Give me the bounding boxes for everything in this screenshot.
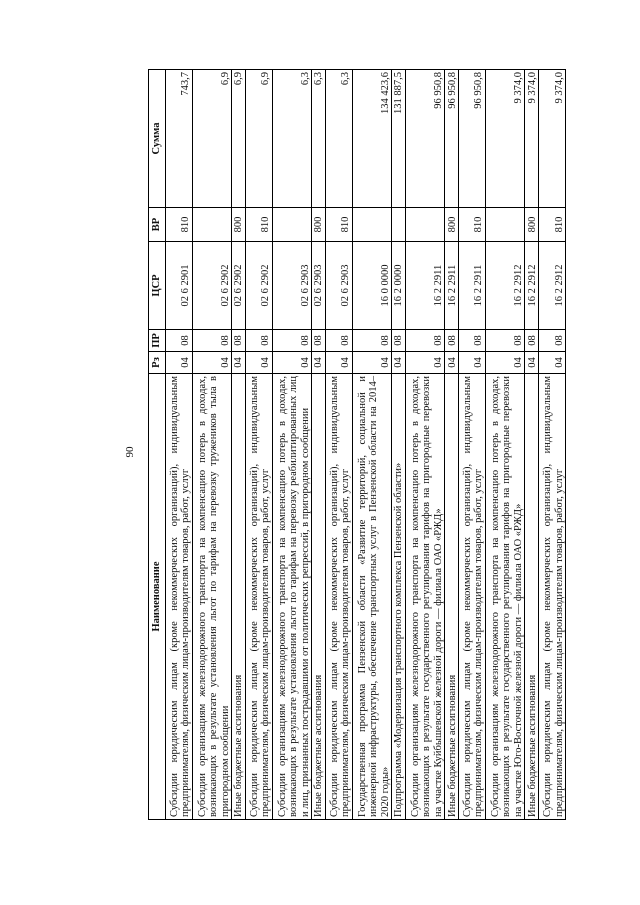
cell-vr: 810: [459, 208, 486, 242]
cell-rz: 04: [485, 352, 524, 374]
cell-rz: 04: [392, 352, 406, 374]
cell-vr: [405, 208, 444, 242]
cell-pr: 08: [445, 330, 459, 352]
table-row: [245, 70, 272, 820]
cell-rz: 04: [405, 352, 444, 374]
table-row: [459, 70, 486, 820]
cell-sum: 6,9: [245, 70, 272, 208]
cell-csr: 02 6 2903: [272, 242, 311, 330]
cell-name: Субсидии организациям железнодорожного транспорта на компенсацию потерь в доходах, возникающих в результате государственного регулирования тарифов на пригородные перевозки на участке Куйбышевской железной дороги — филиала ОАО «РЖД»: [405, 374, 444, 820]
cell-vr: 810: [539, 208, 566, 242]
cell-name: Иные бюджетные ассигнования: [445, 374, 459, 820]
cell-sum: 96 950,8: [459, 70, 486, 208]
cell-pr: 08: [405, 330, 444, 352]
header-sum: Сумма: [149, 70, 166, 208]
cell-sum: 134 423,6: [352, 70, 391, 208]
cell-csr: 02 6 2903: [312, 242, 326, 330]
cell-name: Подпрограмма «Модернизация транспортного комплекса Пензенской области»: [392, 374, 406, 820]
cell-vr: 800: [525, 208, 539, 242]
cell-name: Субсидии юридическим лицам (кроме некоммерческих организаций), индивидуальным предпринимателям, физическим лицам-производителям товаров, работ, услуг: [539, 374, 566, 820]
cell-pr: 08: [539, 330, 566, 352]
cell-name: Иные бюджетные ассигнования: [525, 374, 539, 820]
cell-vr: 810: [325, 208, 352, 242]
cell-pr: 08: [325, 330, 352, 352]
cell-vr: [392, 208, 406, 242]
cell-pr: 08: [352, 330, 391, 352]
table-row: [525, 70, 539, 820]
cell-vr: [352, 208, 391, 242]
cell-sum: 9 374,0: [485, 70, 524, 208]
cell-name: Субсидии юридическим лицам (кроме некоммерческих организаций), индивидуальным предпринимателям, физическим лицам-производителям товаров, работ, услуг: [166, 374, 193, 820]
cell-sum: 96 950,8: [445, 70, 459, 208]
table-row: [405, 70, 444, 820]
cell-name: Иные бюджетные ассигнования: [312, 374, 326, 820]
cell-name: Субсидии юридическим лицам (кроме некоммерческих организаций), индивидуальным предпринимателям, физическим лицам-производителям товаров, работ, услуг: [459, 374, 486, 820]
table-row: [312, 70, 326, 820]
cell-pr: 08: [232, 330, 246, 352]
cell-csr: 16 2 2912: [485, 242, 524, 330]
cell-pr: 08: [192, 330, 231, 352]
budget-table: [148, 69, 566, 820]
cell-vr: [192, 208, 231, 242]
table-row: [192, 70, 231, 820]
cell-name: Субсидии организациям железнодорожного транспорта на компенсацию потерь в доходах, возникающих в результате установления льгот по тарифам на перевозку тружеников тыла в пригородном сообщении: [192, 374, 231, 820]
header-pr: ПР: [149, 330, 166, 352]
table-header-row: [149, 70, 166, 820]
cell-rz: 04: [525, 352, 539, 374]
cell-csr: 16 2 2911: [445, 242, 459, 330]
cell-csr: 16 2 2911: [459, 242, 486, 330]
cell-vr: 810: [166, 208, 193, 242]
cell-vr: 810: [245, 208, 272, 242]
table-row: [166, 70, 193, 820]
cell-sum: 96 950,8: [405, 70, 444, 208]
table-row: [352, 70, 391, 820]
cell-sum: 743,7: [166, 70, 193, 208]
cell-sum: 131 887,5: [392, 70, 406, 208]
cell-rz: 04: [272, 352, 311, 374]
cell-vr: 800: [445, 208, 459, 242]
cell-csr: 02 6 2901: [166, 242, 193, 330]
table-row: [232, 70, 246, 820]
table-row: [272, 70, 311, 820]
table-row: [485, 70, 524, 820]
cell-name: Субсидии юридическим лицам (кроме некоммерческих организаций), индивидуальным предпринимателям, физическим лицам-производителям товаров, работ, услуг: [245, 374, 272, 820]
cell-sum: 6,9: [232, 70, 246, 208]
cell-rz: 04: [539, 352, 566, 374]
header-csr: ЦСР: [149, 242, 166, 330]
cell-csr: 16 2 2912: [539, 242, 566, 330]
header-vr: ВР: [149, 208, 166, 242]
table-row: [392, 70, 406, 820]
cell-sum: 6,3: [272, 70, 311, 208]
cell-sum: 9 374,0: [525, 70, 539, 208]
rotated-table-container: [148, 70, 566, 820]
cell-name: Субсидии организациям железнодорожного транспорта на компенсацию потерь в доходах, возникающих в результате установления льгот по тарифам на перевозку реабилитированных лиц и лиц, признанных пострадавшими от политических репрессий, в пригородном сообщении: [272, 374, 311, 820]
cell-pr: 08: [245, 330, 272, 352]
cell-pr: 08: [166, 330, 193, 352]
cell-rz: 04: [245, 352, 272, 374]
cell-sum: 6,3: [312, 70, 326, 208]
cell-pr: 08: [459, 330, 486, 352]
cell-csr: 02 6 2902: [245, 242, 272, 330]
cell-rz: 04: [325, 352, 352, 374]
cell-pr: 08: [312, 330, 326, 352]
cell-csr: 16 2 0000: [392, 242, 406, 330]
cell-rz: 04: [312, 352, 326, 374]
cell-pr: 08: [525, 330, 539, 352]
cell-pr: 08: [392, 330, 406, 352]
cell-rz: 04: [459, 352, 486, 374]
cell-sum: 6,3: [325, 70, 352, 208]
cell-sum: 6,9: [192, 70, 231, 208]
table-row: [325, 70, 352, 820]
cell-rz: 04: [352, 352, 391, 374]
page-number: 90: [124, 446, 136, 458]
table-row: [539, 70, 566, 820]
cell-pr: 08: [272, 330, 311, 352]
header-name: Наименование: [149, 374, 166, 820]
cell-vr: 800: [232, 208, 246, 242]
cell-csr: 02 6 2902: [192, 242, 231, 330]
cell-rz: 04: [192, 352, 231, 374]
cell-name: Иные бюджетные ассигнования: [232, 374, 246, 820]
cell-csr: 02 6 2903: [325, 242, 352, 330]
cell-csr: 02 6 2902: [232, 242, 246, 330]
cell-sum: 9 374,0: [539, 70, 566, 208]
cell-pr: 08: [485, 330, 524, 352]
header-rz: Рз: [149, 352, 166, 374]
cell-csr: 16 2 2912: [525, 242, 539, 330]
table-body: [166, 70, 566, 820]
cell-vr: [485, 208, 524, 242]
cell-csr: 16 2 2911: [405, 242, 444, 330]
cell-vr: 800: [312, 208, 326, 242]
cell-name: Государственная программа Пензенской области «Развитие территорий, социальной и инженерной инфраструктуры, обеспечение транспортных услуг в Пензенской области на 2014–2020 годы»: [352, 374, 391, 820]
cell-csr: 16 0 0000: [352, 242, 391, 330]
cell-rz: 04: [445, 352, 459, 374]
cell-name: Субсидии организациям железнодорожного транспорта на компенсацию потерь в доходах, возникающих в результате государственного регулирования тарифов на пригородные перевозки на участке Юго-Восточной железной дороги — филиала ОАО «РЖД»: [485, 374, 524, 820]
cell-vr: [272, 208, 311, 242]
cell-rz: 04: [232, 352, 246, 374]
cell-name: Субсидии юридическим лицам (кроме некоммерческих организаций), индивидуальным предпринимателям, физическим лицам-производителям товаров, работ, услуг: [325, 374, 352, 820]
table-row: [445, 70, 459, 820]
cell-rz: 04: [166, 352, 193, 374]
